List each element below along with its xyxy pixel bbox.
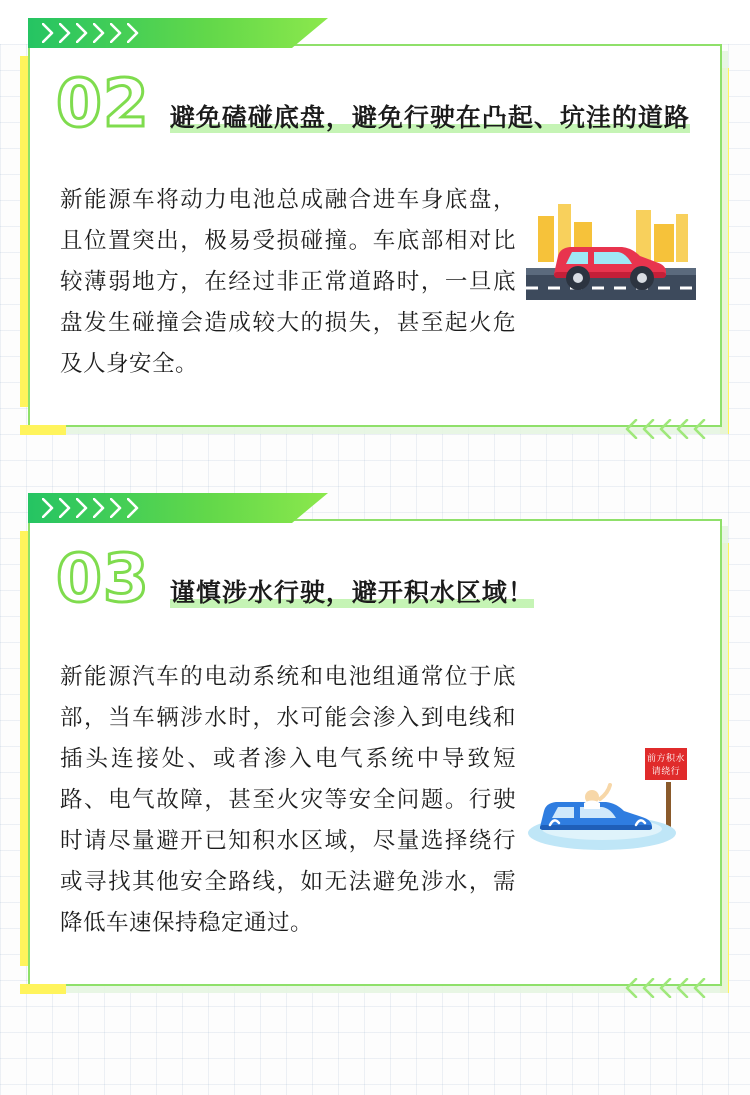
chevron-right-icon [59, 498, 73, 518]
tip-card-03 [28, 519, 722, 986]
card-header [30, 46, 720, 158]
card-title: 避免磕碰底盘，避免行驶在凸起、坑洼的道路 [169, 103, 690, 132]
card-corner-stub [20, 984, 66, 994]
chevron-row-bottom [624, 419, 706, 439]
red-car-on-road-icon [526, 190, 696, 310]
chevron-left-icon [658, 419, 672, 439]
chevron-row-top [42, 23, 141, 43]
chevron-right-icon [127, 23, 141, 43]
card-corner-stub [20, 425, 66, 435]
chevron-left-icon [624, 978, 638, 998]
svg-text:前方积水: 前方积水 [646, 754, 686, 765]
chevron-row-top [42, 498, 141, 518]
card-top-tab [28, 18, 328, 48]
chevron-right-icon [59, 23, 73, 43]
chevron-right-icon [110, 498, 124, 518]
card-body-text: 新能源汽车的电动系统和电池组通常位于底部，当车辆涉水时，水可能会渗入到电线和插头连接处、或者渗入电气系统中导致短路、电气故障，甚至火灾等安全问题。行驶时请尽量避开已知积水区域，尽量选择绕行或寻找其他安全路线，如无法避免涉水，需降低车速保持稳定通过。 [60, 664, 516, 935]
chevron-right-icon [127, 498, 141, 518]
chevron-left-icon [641, 978, 655, 998]
chevron-right-icon [76, 498, 90, 518]
chevron-left-icon [641, 419, 655, 439]
chevron-right-icon [42, 498, 56, 518]
chevron-left-icon [658, 978, 672, 998]
chevron-left-icon [692, 419, 706, 439]
chevron-left-icon [692, 978, 706, 998]
chevron-left-icon [675, 419, 689, 439]
chevron-right-icon [93, 498, 107, 518]
chevron-row-bottom [624, 978, 706, 998]
card-number: 03 [56, 539, 150, 617]
chevron-right-icon [93, 23, 107, 43]
card-top-tab [28, 493, 328, 523]
svg-text:请绕行: 请绕行 [651, 767, 681, 778]
card-body [30, 633, 720, 984]
chevron-right-icon [110, 23, 124, 43]
card-body-text: 新能源车将动力电池总成融合进车身底盘，且位置突出，极易受损碰撞。车底部相对比较薄弱地方，在经过非正常道路时，一旦底盘发生碰撞会造成较大的损失，甚至起火危及人身安全。 [60, 187, 516, 376]
blue-car-in-flood-icon [526, 741, 696, 861]
card-header [30, 521, 720, 633]
card-title: 谨慎涉水行驶，避开积水区域！ [169, 578, 534, 607]
chevron-left-icon [624, 419, 638, 439]
chevron-left-icon [675, 978, 689, 998]
infographic-content [0, 44, 750, 986]
card-body [30, 158, 720, 425]
tip-card-02 [28, 44, 722, 427]
chevron-right-icon [42, 23, 56, 43]
card-number: 02 [56, 65, 150, 142]
chevron-right-icon [76, 23, 90, 43]
